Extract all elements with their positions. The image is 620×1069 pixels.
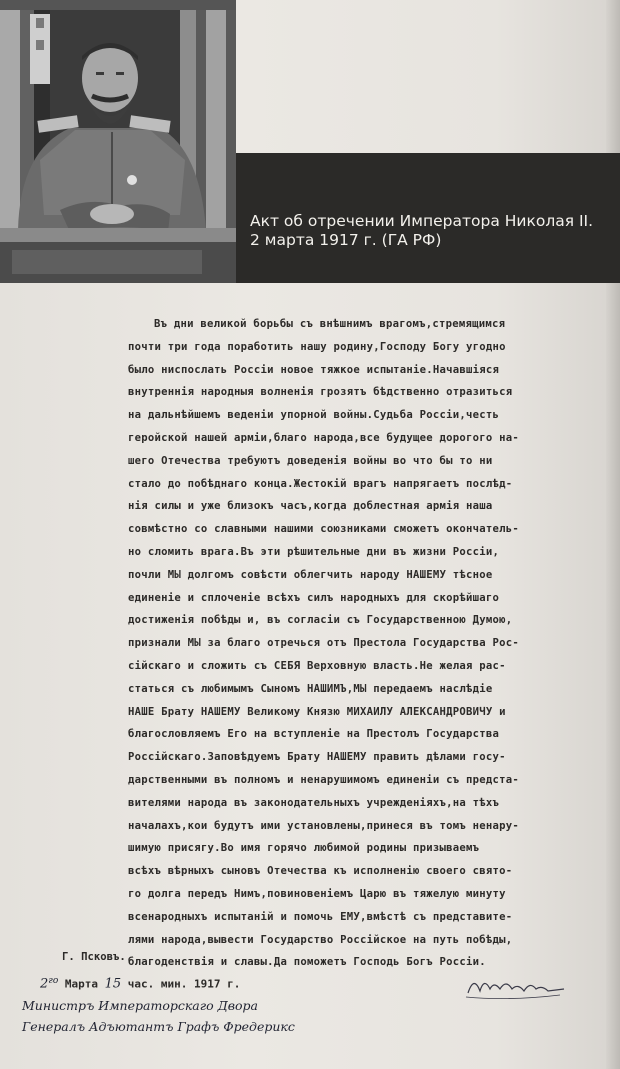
countersign-line-1: Министръ Императорскаго Двора [22,998,258,1013]
imperial-signature [460,967,580,1007]
document-line: почти три года поработить нашу родину,Господу Богу угодно [128,340,506,353]
document-line: статься съ любимымъ Сыномъ НАШИМЪ,МЫ передаемъ наслѣдіе [128,682,493,695]
document-line: благоденствія и славы.Да поможетъ Господь Богъ Россіи. [128,956,486,969]
document-line: всѣхъ вѣрныхъ сыновъ Отечества къ исполненію своего свято- [128,865,513,878]
document-line: совмѣстно со славными нашими союзниками сможетъ окончатель- [128,523,520,536]
document-line: нія силы и уже близокъ часъ,когда доблестная армія наша [128,500,493,513]
document-line: почли МЫ долгомъ совѣсти облегчить народу НАШЕМУ тѣсное [128,568,493,581]
document-line: НАШЕ Брату НАШЕМУ Великому Князю МИХАИЛУ АЛЕКСАНДРОВИЧУ и [128,705,506,718]
date-day-handwritten: 2 [40,976,49,992]
document-line: внутреннія народныя волненія грозятъ бѣдственно отразиться [128,386,513,399]
caption-title: Акт об отречении Императора Николая II. [250,212,594,230]
document-line: всенародныхъ испытаній и помочь ЕМУ,вмѣстѣ съ представите- [128,910,513,923]
caption-date-source: 2 марта 1917 г. (ГА РФ) [250,231,442,249]
document-body [128,313,598,974]
document-line: вителями народа въ законодательныхъ учрежденіяхъ,на тѣхъ [128,796,500,809]
countersign-line-2: Генералъ Адъютантъ Графъ Фредерикс [22,1019,295,1034]
document-line: благословляемъ Его на вступленіе на Престолъ Государства [128,728,500,741]
document-line: было ниспослать Россіи новое тяжкое испытаніе.Начавшіяся [128,363,500,376]
emperor-photograph [0,0,236,283]
document-line: на дальнѣйшемъ веденіи упорной войны.Судьба Россіи,честь [128,409,500,422]
document-datetime [40,976,240,992]
document-line: началахъ,кои будутъ ими установлены,принеся въ томъ ненару- [128,819,520,832]
document-place: Г. Псковъ. [62,951,126,963]
date-hour-handwritten: 15 [104,976,122,992]
document-line: дарственными въ полномъ и ненарушимомъ единеніи съ предста- [128,773,520,786]
photo-caption [250,212,610,250]
document-line: но сломить врага.Въ эти рѣшительные дни въ жизни Россіи, [128,545,500,558]
document-line: единеніе и сплоченіе всѣхъ силъ народныхъ для скорѣйшаго [128,591,500,604]
document-line: шимую присягу.Во имя горячо любимой родины призываемъ [128,842,480,855]
document-line: го долга передъ Нимъ,повиновеніемъ Царю въ тяжелую минуту [128,887,506,900]
document-line: достиженія побѣды и, въ согласіи съ Государственною Думою, [128,614,513,627]
document-line: стало до побѣднаго конца.Жестокій врагъ напрягаетъ послѣд- [128,477,513,490]
document-line: геройской нашей арміи,благо народа,все будущее дорогого на- [128,431,520,444]
countersignature [22,995,352,1037]
date-day-suffix: го [48,976,59,986]
document-line: лями народа,вывести Государство Россійское на путь побѣды, [128,933,513,946]
document-line: Въ дни великой борьбы съ внѣшнимъ врагомъ,стремящимся [154,318,506,330]
date-rest: час. мин. 1917 г. [127,977,241,991]
document-line: признали МЫ за благо отречься отъ Престола Государства Рос- [128,637,520,650]
date-month: Марта [64,977,98,991]
document-line: сійскаго и сложить съ СЕБЯ Верховную власть.Не желая рас- [128,659,506,672]
document-line: шего Отечества требуютъ доведенія войны во что бы то ни [128,454,493,467]
document-line: Россійскаго.Заповѣдуемъ Брату НАШЕМУ править дѣлами госу- [128,751,506,764]
abdication-document [0,283,620,1069]
